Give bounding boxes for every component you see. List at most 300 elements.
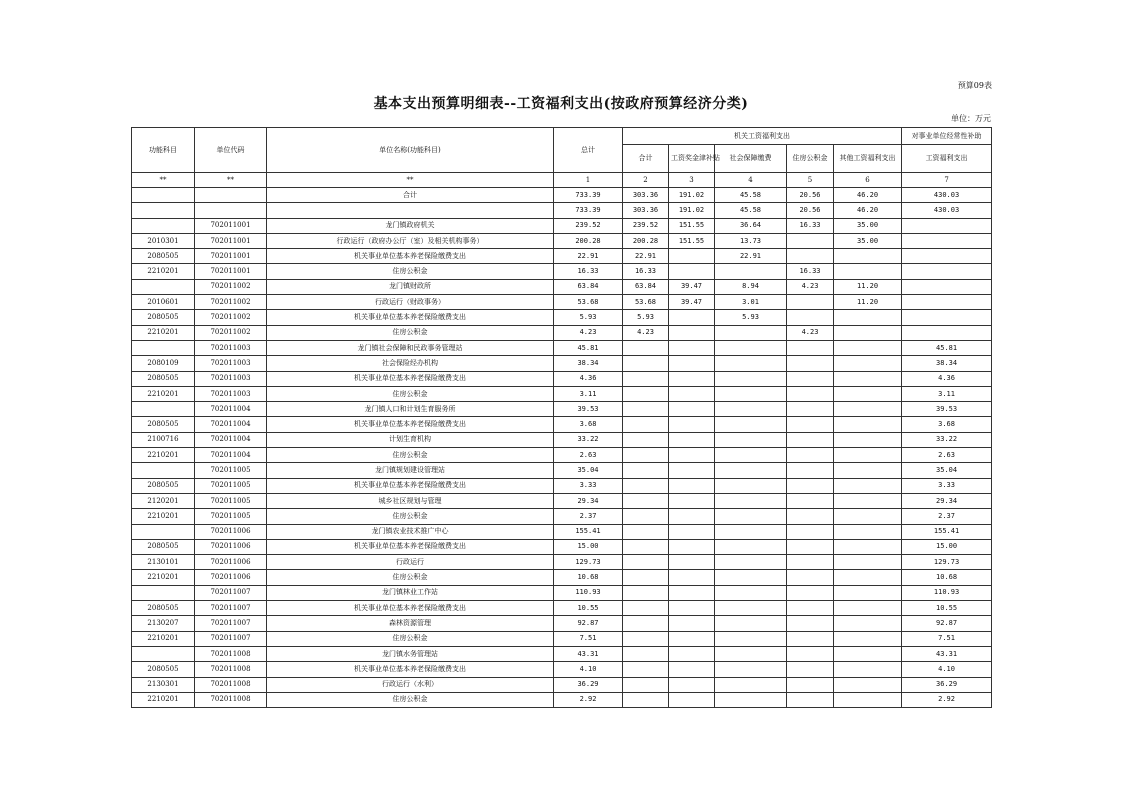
inst-welfare-cell xyxy=(902,325,992,340)
table-row xyxy=(132,340,992,355)
func-subject-cell: 2080505 xyxy=(132,601,195,616)
unit-name-cell: 龙门镇政府机关 xyxy=(267,218,554,233)
subtotal-cell xyxy=(623,570,669,585)
housing-fund-cell xyxy=(787,233,834,248)
unit-code-cell: 702011003 xyxy=(195,386,267,401)
subtotal-cell xyxy=(623,616,669,631)
header-total: 总计 xyxy=(554,128,623,173)
salary-cell xyxy=(669,402,715,417)
table-row xyxy=(132,677,992,692)
social-insurance-cell xyxy=(715,325,787,340)
unit-name-cell: 森林资源管理 xyxy=(267,616,554,631)
housing-fund-cell: 20.56 xyxy=(787,188,834,203)
index-cell: 4 xyxy=(715,173,787,188)
unit-name-cell: 行政运行（水利） xyxy=(267,677,554,692)
func-subject-cell: 2130207 xyxy=(132,616,195,631)
salary-cell: 39.47 xyxy=(669,279,715,294)
total-cell: 43.31 xyxy=(554,646,623,661)
unit-name-cell: 机关事业单位基本养老保险缴费支出 xyxy=(267,539,554,554)
other-welfare-cell: 46.20 xyxy=(834,188,902,203)
unit-code-cell xyxy=(195,203,267,218)
table-row xyxy=(132,356,992,371)
other-welfare-cell xyxy=(834,646,902,661)
subtotal-cell xyxy=(623,524,669,539)
unit-code-cell: 702011002 xyxy=(195,279,267,294)
inst-welfare-cell: 430.03 xyxy=(902,188,992,203)
total-cell: 35.04 xyxy=(554,463,623,478)
page-title: 基本支出预算明细表--工资福利支出(按政府预算经济分类) xyxy=(373,96,749,112)
other-welfare-cell: 11.20 xyxy=(834,295,902,310)
other-welfare-cell xyxy=(834,616,902,631)
table-row xyxy=(132,539,992,554)
social-insurance-cell xyxy=(715,524,787,539)
table-row xyxy=(132,631,992,646)
subtotal-cell: 239.52 xyxy=(623,218,669,233)
total-cell: 733.39 xyxy=(554,188,623,203)
unit-name-cell: 机关事业单位基本养老保险缴费支出 xyxy=(267,310,554,325)
header-unit-name: 单位名称(功能科目) xyxy=(267,128,554,173)
unit-name-cell: 行政运行（财政事务） xyxy=(267,295,554,310)
unit-name-cell: 龙门镇农业技术推广中心 xyxy=(267,524,554,539)
unit-code-cell: 702011002 xyxy=(195,325,267,340)
inst-welfare-cell: 155.41 xyxy=(902,524,992,539)
subtotal-cell xyxy=(623,509,669,524)
total-cell: 2.63 xyxy=(554,448,623,463)
header-sub-total: 合计 xyxy=(623,145,669,173)
func-subject-cell xyxy=(132,203,195,218)
func-subject-cell: 2080109 xyxy=(132,356,195,371)
housing-fund-cell: 4.23 xyxy=(787,279,834,294)
other-welfare-cell: 11.20 xyxy=(834,279,902,294)
unit-code-cell: 702011001 xyxy=(195,249,267,264)
inst-welfare-cell: 3.11 xyxy=(902,386,992,401)
subtotal-cell: 303.36 xyxy=(623,188,669,203)
inst-welfare-cell: 110.93 xyxy=(902,585,992,600)
salary-cell xyxy=(669,677,715,692)
other-welfare-cell xyxy=(834,463,902,478)
index-cell: 2 xyxy=(623,173,669,188)
other-welfare-cell xyxy=(834,356,902,371)
other-welfare-cell xyxy=(834,249,902,264)
unit-label: 单位：万元 xyxy=(951,114,991,123)
unit-code-cell: 702011002 xyxy=(195,295,267,310)
func-subject-cell xyxy=(132,340,195,355)
housing-fund-cell xyxy=(787,692,834,707)
total-cell: 39.53 xyxy=(554,402,623,417)
inst-welfare-cell: 36.29 xyxy=(902,677,992,692)
other-welfare-cell xyxy=(834,417,902,432)
housing-fund-cell xyxy=(787,310,834,325)
other-welfare-cell xyxy=(834,402,902,417)
salary-cell xyxy=(669,340,715,355)
table-row xyxy=(132,478,992,493)
total-cell: 5.93 xyxy=(554,310,623,325)
subtotal-cell: 5.93 xyxy=(623,310,669,325)
func-subject-cell: 2080505 xyxy=(132,539,195,554)
housing-fund-cell xyxy=(787,524,834,539)
unit-code-cell: 702011007 xyxy=(195,616,267,631)
table-row xyxy=(132,601,992,616)
salary-cell xyxy=(669,570,715,585)
salary-cell xyxy=(669,524,715,539)
other-welfare-cell xyxy=(834,509,902,524)
salary-cell xyxy=(669,601,715,616)
inst-welfare-cell: 15.00 xyxy=(902,539,992,554)
unit-code-cell: 702011005 xyxy=(195,478,267,493)
salary-cell xyxy=(669,249,715,264)
salary-cell xyxy=(669,463,715,478)
index-cell: 6 xyxy=(834,173,902,188)
total-cell: 2.92 xyxy=(554,692,623,707)
housing-fund-cell xyxy=(787,295,834,310)
func-subject-cell xyxy=(132,279,195,294)
social-insurance-cell: 8.94 xyxy=(715,279,787,294)
salary-cell: 191.02 xyxy=(669,203,715,218)
inst-welfare-cell: 2.92 xyxy=(902,692,992,707)
total-cell: 15.00 xyxy=(554,539,623,554)
func-subject-cell: 2080505 xyxy=(132,662,195,677)
housing-fund-cell xyxy=(787,585,834,600)
subtotal-cell xyxy=(623,493,669,508)
unit-name-cell: 社会保险经办机构 xyxy=(267,356,554,371)
housing-fund-cell xyxy=(787,493,834,508)
func-subject-cell: 2210201 xyxy=(132,325,195,340)
unit-code-cell: 702011001 xyxy=(195,218,267,233)
total-cell: 10.55 xyxy=(554,601,623,616)
inst-welfare-cell xyxy=(902,295,992,310)
salary-cell: 151.55 xyxy=(669,233,715,248)
func-subject-cell xyxy=(132,218,195,233)
table-row xyxy=(132,218,992,233)
subtotal-cell xyxy=(623,432,669,447)
salary-cell xyxy=(669,310,715,325)
func-subject-cell: 2210201 xyxy=(132,386,195,401)
subtotal-cell xyxy=(623,585,669,600)
func-subject-cell: 2130101 xyxy=(132,555,195,570)
salary-cell xyxy=(669,539,715,554)
unit-code-cell: 702011007 xyxy=(195,631,267,646)
total-cell: 3.33 xyxy=(554,478,623,493)
housing-fund-cell xyxy=(787,340,834,355)
social-insurance-cell xyxy=(715,601,787,616)
table-row xyxy=(132,295,992,310)
inst-welfare-cell: 129.73 xyxy=(902,555,992,570)
unit-name-cell: 住房公积金 xyxy=(267,631,554,646)
other-welfare-cell xyxy=(834,677,902,692)
budget-table xyxy=(131,127,992,708)
func-subject-cell: 2210201 xyxy=(132,570,195,585)
func-subject-cell: 2080505 xyxy=(132,249,195,264)
housing-fund-cell xyxy=(787,448,834,463)
subtotal-cell xyxy=(623,356,669,371)
index-cell: ** xyxy=(132,173,195,188)
func-subject-cell: 2100716 xyxy=(132,432,195,447)
subtotal-cell xyxy=(623,646,669,661)
other-welfare-cell xyxy=(834,310,902,325)
housing-fund-cell xyxy=(787,601,834,616)
salary-cell xyxy=(669,386,715,401)
total-cell: 4.36 xyxy=(554,371,623,386)
unit-code-cell: 702011006 xyxy=(195,524,267,539)
social-insurance-cell xyxy=(715,692,787,707)
inst-welfare-cell xyxy=(902,264,992,279)
unit-code-cell: 702011006 xyxy=(195,570,267,585)
other-welfare-cell: 35.00 xyxy=(834,218,902,233)
housing-fund-cell xyxy=(787,616,834,631)
func-subject-cell: 2210201 xyxy=(132,631,195,646)
func-subject-cell: 2210201 xyxy=(132,264,195,279)
unit-code-cell: 702011005 xyxy=(195,493,267,508)
housing-fund-cell xyxy=(787,570,834,585)
other-welfare-cell: 35.00 xyxy=(834,233,902,248)
inst-welfare-cell: 2.63 xyxy=(902,448,992,463)
housing-fund-cell xyxy=(787,432,834,447)
unit-code-cell: 702011001 xyxy=(195,264,267,279)
other-welfare-cell xyxy=(834,432,902,447)
social-insurance-cell xyxy=(715,386,787,401)
subtotal-cell: 63.84 xyxy=(623,279,669,294)
total-cell: 16.33 xyxy=(554,264,623,279)
index-cell: 5 xyxy=(787,173,834,188)
other-welfare-cell xyxy=(834,539,902,554)
unit-code-cell xyxy=(195,188,267,203)
housing-fund-cell: 4.23 xyxy=(787,325,834,340)
salary-cell: 191.02 xyxy=(669,188,715,203)
inst-welfare-cell xyxy=(902,218,992,233)
social-insurance-cell xyxy=(715,371,787,386)
table-row xyxy=(132,570,992,585)
unit-name-cell: 机关事业单位基本养老保险缴费支出 xyxy=(267,417,554,432)
table-row xyxy=(132,646,992,661)
func-subject-cell xyxy=(132,463,195,478)
func-subject-cell: 2120201 xyxy=(132,493,195,508)
unit-code-cell: 702011008 xyxy=(195,692,267,707)
social-insurance-cell: 36.64 xyxy=(715,218,787,233)
func-subject-cell: 2080505 xyxy=(132,417,195,432)
social-insurance-cell xyxy=(715,646,787,661)
table-row xyxy=(132,402,992,417)
total-cell: 36.29 xyxy=(554,677,623,692)
unit-name-cell: 住房公积金 xyxy=(267,264,554,279)
social-insurance-cell xyxy=(715,631,787,646)
unit-name-cell: 机关事业单位基本养老保险缴费支出 xyxy=(267,371,554,386)
index-cell: ** xyxy=(195,173,267,188)
subtotal-cell xyxy=(623,539,669,554)
other-welfare-cell xyxy=(834,555,902,570)
func-subject-cell: 2210201 xyxy=(132,448,195,463)
salary-cell xyxy=(669,509,715,524)
housing-fund-cell xyxy=(787,386,834,401)
unit-name-cell: 龙门镇社会保障和民政事务管理站 xyxy=(267,340,554,355)
subtotal-cell xyxy=(623,601,669,616)
subtotal-cell: 22.91 xyxy=(623,249,669,264)
table-row xyxy=(132,524,992,539)
header-group-org: 机关工资福利支出 xyxy=(623,128,902,145)
total-cell: 22.91 xyxy=(554,249,623,264)
other-welfare-cell xyxy=(834,325,902,340)
table-row xyxy=(132,310,992,325)
unit-code-cell: 702011008 xyxy=(195,646,267,661)
subtotal-cell: 200.28 xyxy=(623,233,669,248)
housing-fund-cell xyxy=(787,555,834,570)
form-code: 预算09表 xyxy=(957,81,992,90)
social-insurance-cell xyxy=(715,478,787,493)
table-row xyxy=(132,279,992,294)
salary-cell xyxy=(669,493,715,508)
inst-welfare-cell: 92.87 xyxy=(902,616,992,631)
subtotal-cell xyxy=(623,631,669,646)
total-cell: 129.73 xyxy=(554,555,623,570)
unit-code-cell: 702011002 xyxy=(195,310,267,325)
inst-welfare-cell xyxy=(902,279,992,294)
social-insurance-cell xyxy=(715,616,787,631)
total-cell: 200.28 xyxy=(554,233,623,248)
inst-welfare-cell: 10.55 xyxy=(902,601,992,616)
func-subject-cell: 2210201 xyxy=(132,692,195,707)
total-cell: 10.68 xyxy=(554,570,623,585)
table-row xyxy=(132,417,992,432)
unit-code-cell: 702011003 xyxy=(195,340,267,355)
inst-welfare-cell: 3.68 xyxy=(902,417,992,432)
inst-welfare-cell: 2.37 xyxy=(902,509,992,524)
inst-welfare-cell: 39.53 xyxy=(902,402,992,417)
salary-cell xyxy=(669,631,715,646)
subtotal-cell xyxy=(623,662,669,677)
unit-code-cell: 702011005 xyxy=(195,463,267,478)
header-group-inst: 对事业单位经常性补助 xyxy=(902,128,992,145)
salary-cell xyxy=(669,417,715,432)
total-cell: 2.37 xyxy=(554,509,623,524)
inst-welfare-cell: 7.51 xyxy=(902,631,992,646)
func-subject-cell xyxy=(132,402,195,417)
social-insurance-cell xyxy=(715,340,787,355)
other-welfare-cell xyxy=(834,601,902,616)
salary-cell xyxy=(669,692,715,707)
other-welfare-cell xyxy=(834,631,902,646)
total-cell: 38.34 xyxy=(554,356,623,371)
total-cell: 92.87 xyxy=(554,616,623,631)
social-insurance-cell xyxy=(715,509,787,524)
index-cell: ** xyxy=(267,173,554,188)
subtotal-cell: 303.36 xyxy=(623,203,669,218)
table-row xyxy=(132,509,992,524)
salary-cell xyxy=(669,616,715,631)
index-cell: 7 xyxy=(902,173,992,188)
inst-welfare-cell: 35.04 xyxy=(902,463,992,478)
unit-name-cell: 计划生育机构 xyxy=(267,432,554,447)
index-cell: 3 xyxy=(669,173,715,188)
other-welfare-cell xyxy=(834,478,902,493)
unit-name-cell: 住房公积金 xyxy=(267,325,554,340)
other-welfare-cell xyxy=(834,662,902,677)
other-welfare-cell xyxy=(834,692,902,707)
social-insurance-cell xyxy=(715,570,787,585)
func-subject-cell: 2010601 xyxy=(132,295,195,310)
unit-name-cell: 住房公积金 xyxy=(267,692,554,707)
inst-welfare-cell: 29.34 xyxy=(902,493,992,508)
subtotal-cell: 53.68 xyxy=(623,295,669,310)
table-row xyxy=(132,203,992,218)
subtotal-cell xyxy=(623,371,669,386)
inst-welfare-cell: 430.03 xyxy=(902,203,992,218)
unit-name-cell: 住房公积金 xyxy=(267,448,554,463)
table-row xyxy=(132,249,992,264)
total-cell: 53.68 xyxy=(554,295,623,310)
unit-code-cell: 702011006 xyxy=(195,539,267,554)
unit-code-cell: 702011005 xyxy=(195,509,267,524)
social-insurance-cell: 45.58 xyxy=(715,203,787,218)
unit-code-cell: 702011003 xyxy=(195,371,267,386)
social-insurance-cell xyxy=(715,677,787,692)
other-welfare-cell xyxy=(834,340,902,355)
housing-fund-cell xyxy=(787,662,834,677)
subtotal-cell xyxy=(623,448,669,463)
unit-name-cell: 机关事业单位基本养老保险缴费支出 xyxy=(267,662,554,677)
unit-name-cell: 龙门镇财政所 xyxy=(267,279,554,294)
unit-name-cell: 住房公积金 xyxy=(267,509,554,524)
salary-cell: 39.47 xyxy=(669,295,715,310)
unit-name-cell: 行政运行（政府办公厅（室）及相关机构事务） xyxy=(267,233,554,248)
header-other-welfare: 其他工资福利支出 xyxy=(834,145,902,173)
housing-fund-cell xyxy=(787,463,834,478)
social-insurance-cell: 5.93 xyxy=(715,310,787,325)
other-welfare-cell xyxy=(834,585,902,600)
inst-welfare-cell xyxy=(902,249,992,264)
total-cell: 733.39 xyxy=(554,203,623,218)
inst-welfare-cell: 38.34 xyxy=(902,356,992,371)
unit-name-cell: 合计 xyxy=(267,188,554,203)
other-welfare-cell xyxy=(834,371,902,386)
total-cell: 33.22 xyxy=(554,432,623,447)
housing-fund-cell xyxy=(787,478,834,493)
func-subject-cell xyxy=(132,646,195,661)
subtotal-cell xyxy=(623,677,669,692)
housing-fund-cell: 16.33 xyxy=(787,264,834,279)
subtotal-cell xyxy=(623,386,669,401)
unit-code-cell: 702011006 xyxy=(195,555,267,570)
func-subject-cell: 2130301 xyxy=(132,677,195,692)
unit-code-cell: 702011008 xyxy=(195,662,267,677)
header-housing-fund: 住房公积金 xyxy=(787,145,834,173)
inst-welfare-cell xyxy=(902,233,992,248)
salary-cell xyxy=(669,662,715,677)
social-insurance-cell: 13.73 xyxy=(715,233,787,248)
housing-fund-cell xyxy=(787,539,834,554)
other-welfare-cell: 46.20 xyxy=(834,203,902,218)
table-row xyxy=(132,432,992,447)
table-row xyxy=(132,233,992,248)
salary-cell: 151.55 xyxy=(669,218,715,233)
unit-name-cell: 机关事业单位基本养老保险缴费支出 xyxy=(267,249,554,264)
table-row xyxy=(132,662,992,677)
inst-welfare-cell: 10.68 xyxy=(902,570,992,585)
unit-code-cell: 702011004 xyxy=(195,417,267,432)
table-row xyxy=(132,493,992,508)
total-cell: 4.10 xyxy=(554,662,623,677)
unit-code-cell: 702011001 xyxy=(195,233,267,248)
salary-cell xyxy=(669,371,715,386)
table-row xyxy=(132,264,992,279)
table-row xyxy=(132,585,992,600)
other-welfare-cell xyxy=(834,524,902,539)
unit-code-cell: 702011008 xyxy=(195,677,267,692)
unit-name-cell: 龙门镇水务管理站 xyxy=(267,646,554,661)
table-row xyxy=(132,616,992,631)
unit-name-cell: 住房公积金 xyxy=(267,570,554,585)
salary-cell xyxy=(669,448,715,463)
social-insurance-cell xyxy=(715,539,787,554)
subtotal-cell xyxy=(623,340,669,355)
